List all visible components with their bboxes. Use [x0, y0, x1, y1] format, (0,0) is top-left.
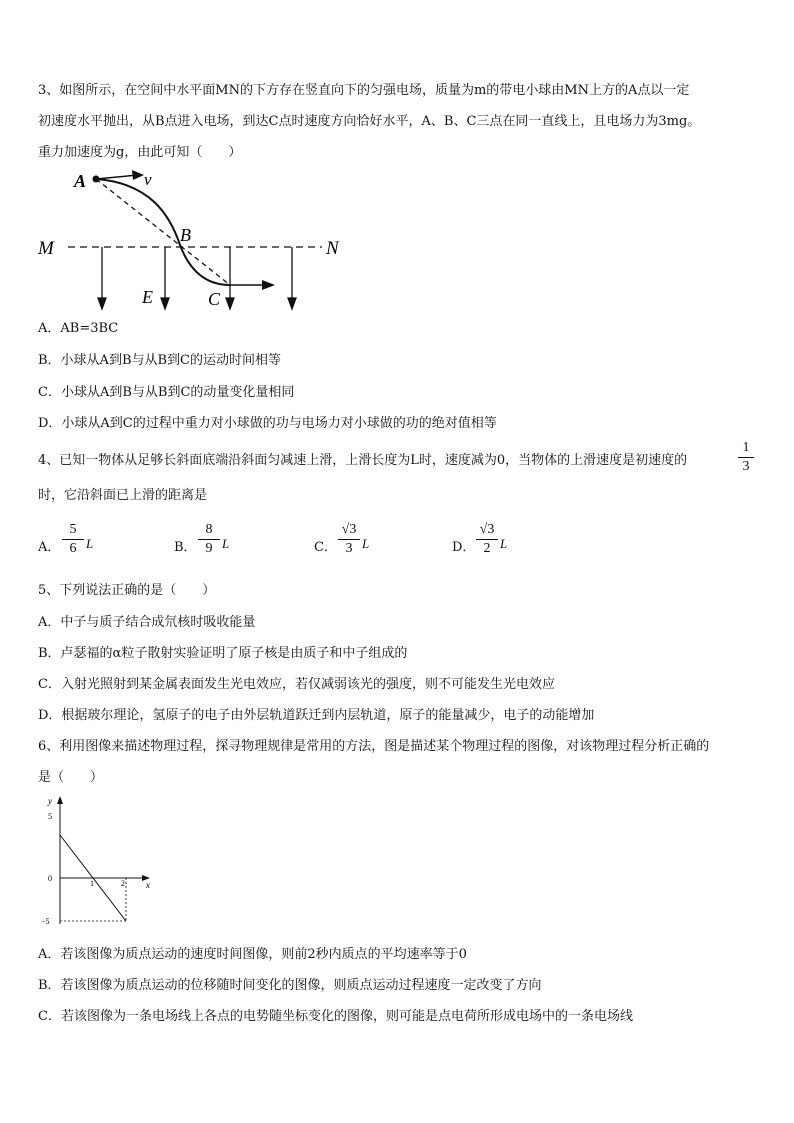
q4-option-suffix: L — [222, 536, 230, 551]
tick-label-yneg5: −5 — [41, 917, 50, 926]
q3-stem-line1: 3、如图所示，在空间中水平面MN的下方存在竖直向下的匀强电场，质量为m的带电小球由MN上方的A点以一定 — [38, 83, 690, 98]
label-v: v — [144, 170, 152, 189]
fraction-numerator: 5 — [69, 522, 77, 537]
q4-fraction-numerator: 1 — [742, 440, 750, 455]
tick-label-x2: 2 — [121, 879, 125, 888]
label-m: M — [38, 238, 54, 259]
q6-stem-line1: 6、利用图像来描述物理过程，探寻物理规律是常用的方法，图是描述某个物理过程的图像，对该物理过程分析正确的 — [38, 739, 710, 754]
fraction-numerator: √3 — [341, 522, 357, 537]
q4-option-fraction — [62, 522, 84, 557]
q6-option-b: B．若该图像为质点运动的位移随时间变化的图像，则质点运动过程速度一定改变了方向 — [38, 978, 542, 993]
q4-option-fraction — [476, 522, 498, 557]
fraction-denominator: 3 — [345, 541, 353, 556]
q6-stem-line2: 是（ ） — [38, 770, 104, 785]
q3-option-b: B．小球从A到B与从B到C的运动时间相等 — [38, 353, 281, 368]
q6-option-a: A．若该图像为质点运动的速度时间图像，则前2秒内质点的平均速率等于0 — [38, 947, 467, 962]
q5-option-a: A．中子与质子结合成氘核时吸收能量 — [38, 615, 256, 630]
q5-option-b: B．卢瑟福的α粒子散射实验证明了原子核是由质子和中子组成的 — [38, 646, 408, 661]
y-axis-arrow — [57, 796, 63, 804]
tick-label-y5: 5 — [48, 812, 52, 821]
label-e: E — [142, 287, 153, 307]
fraction-denominator: 9 — [205, 541, 213, 556]
q4-option-suffix: L — [500, 536, 508, 551]
q4-option-suffix: L — [86, 536, 94, 551]
label-a: A — [74, 171, 87, 191]
fraction-numerator: 8 — [205, 522, 213, 537]
q4-option-label: A． — [38, 540, 61, 555]
q4-option-fraction — [338, 522, 360, 557]
q4-option-fraction — [198, 522, 220, 557]
q4-stem-line2: 时，它沿斜面已上滑的距离是 — [38, 488, 208, 503]
q4-fraction-denominator: 3 — [742, 459, 750, 474]
q5-stem: 5、下列说法正确的是（ ） — [38, 583, 216, 598]
q4-stem-line1: 4、已知一物体从足够长斜面底端沿斜面匀减速上滑，上滑长度为L时，速度减为0，当物体的上滑速度是初速度的 — [38, 453, 688, 468]
x-axis-label: x — [146, 880, 150, 890]
label-n: N — [326, 238, 339, 259]
field-arrows — [98, 247, 296, 309]
q5-option-c: C．入射光照射到某金属表面发生光电效应，若仅减弱该光的强度，则不可能发生光电效应 — [38, 677, 555, 692]
tick-label-origin: 0 — [48, 874, 52, 883]
q3-option-c: C．小球从A到B与从B到C的动量变化量相同 — [38, 385, 295, 400]
tick-label-x1: 1 — [90, 879, 94, 888]
q6-graph — [38, 792, 158, 930]
q4-option-label: B． — [174, 540, 197, 555]
label-b: B — [180, 225, 191, 245]
q4-option-label: D． — [452, 540, 476, 555]
y-axis-label: y — [48, 796, 52, 806]
q5-option-d: D．根据玻尔理论，氢原子的电子由外层轨道跃迁到内层轨道，原子的能量减少，电子的动能增加 — [38, 708, 595, 723]
fraction-denominator: 2 — [483, 541, 491, 556]
q4-option-suffix: L — [362, 536, 370, 551]
q4-option-label: C． — [314, 540, 337, 555]
q3-option-d: D．小球从A到C的过程中重力对小球做的功与电场力对小球做的功的绝对值相等 — [38, 416, 497, 431]
label-c: C — [208, 289, 221, 309]
q3-option-a: A．AB=3BC — [38, 321, 119, 336]
fraction-denominator: 6 — [69, 541, 77, 556]
fraction-numerator: √3 — [479, 522, 495, 537]
q3-stem-line2: 初速度水平抛出，从B点进入电场，到达C点时速度方向恰好水平，A、B、C三点在同一直线上，且电场力为3mg。 — [38, 114, 701, 129]
q3-figure — [30, 165, 360, 315]
q3-stem-line3: 重力加速度为g，由此可知（ ） — [38, 145, 242, 160]
abc-dashed-line — [96, 179, 230, 285]
q6-option-c: C．若该图像为一条电场线上各点的电势随坐标变化的图像，则可能是点电荷所形成电场中的一条电场线 — [38, 1009, 633, 1024]
q4-stem-fraction — [738, 440, 754, 475]
